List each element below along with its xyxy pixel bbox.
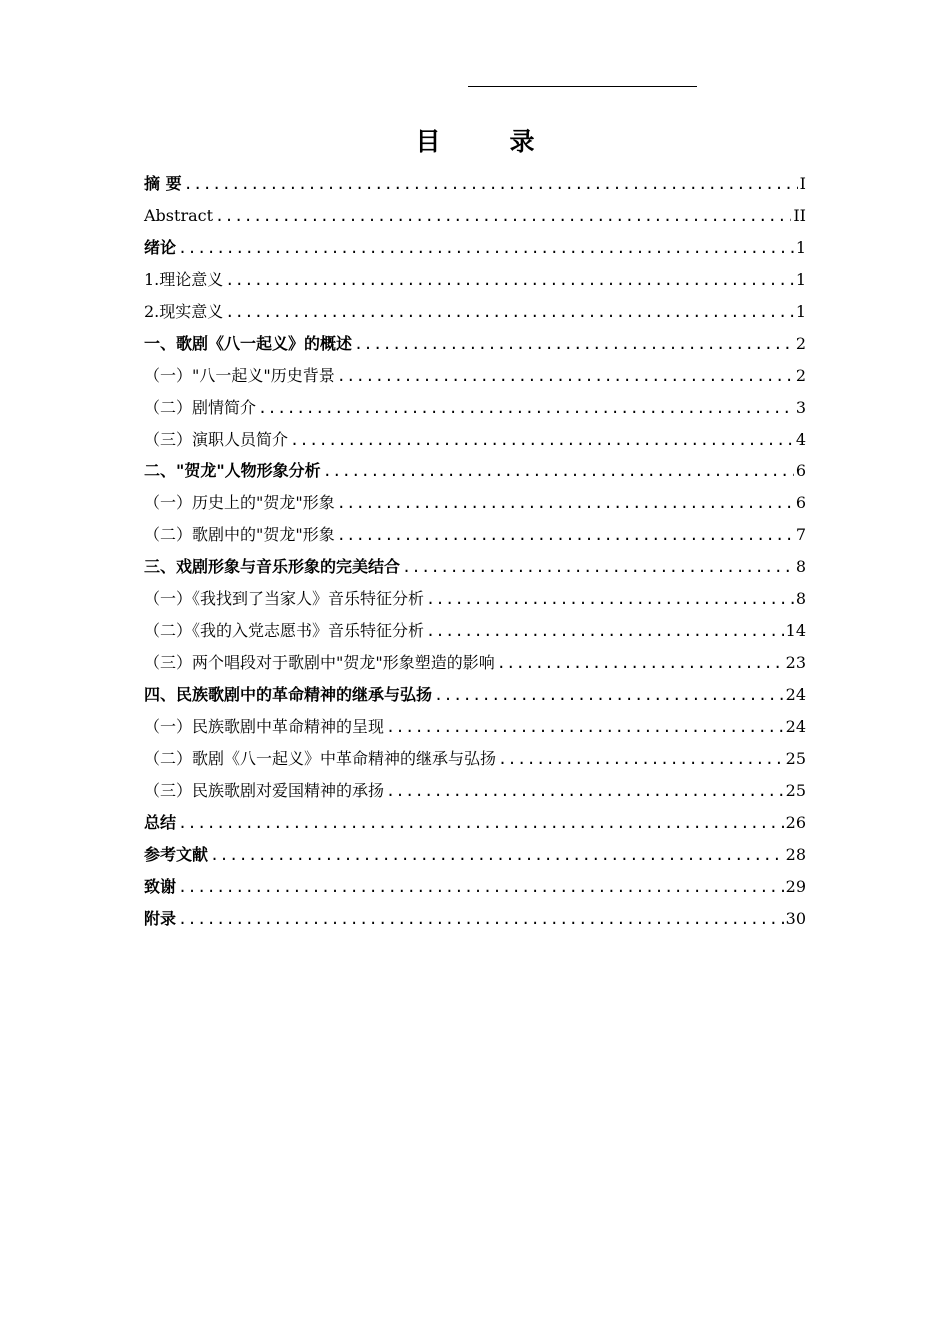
toc-page-number: 29	[785, 876, 806, 896]
toc-page-number: 24	[785, 716, 806, 736]
toc-dot-leader	[337, 361, 794, 393]
toc-entry[interactable]	[144, 296, 806, 328]
toc-dot-leader	[290, 425, 794, 457]
toc-page-number: 25	[785, 780, 806, 800]
toc-entry[interactable]	[144, 583, 806, 615]
toc-entry-title: 四、民族歌剧中的革命精神的继承与弘扬	[144, 685, 433, 704]
toc-entry[interactable]	[144, 615, 806, 647]
toc-entry[interactable]	[144, 519, 806, 551]
toc-dot-leader	[354, 329, 794, 361]
toc-page-number: 6	[795, 493, 806, 513]
toc-entry[interactable]	[144, 232, 806, 264]
toc-entry[interactable]	[144, 871, 806, 903]
toc-entry-title: Abstract	[144, 205, 214, 225]
toc-entry[interactable]	[144, 647, 806, 679]
toc-dot-leader	[210, 840, 784, 872]
toc-entry-title: （二）歌剧《八一起义》中革命精神的继承与弘扬	[144, 748, 497, 768]
toc-dot-leader	[225, 265, 794, 297]
toc-dot-leader	[184, 169, 798, 201]
toc-entry-title: （一）民族歌剧中革命精神的呈现	[144, 716, 385, 736]
toc-entry[interactable]	[144, 679, 806, 711]
toc-entry-title: 总结	[144, 812, 177, 832]
table-of-contents	[144, 168, 806, 935]
toc-entry[interactable]	[144, 200, 806, 232]
toc-entry-title: （一）历史上的"贺龙"形象	[144, 493, 335, 513]
toc-entry[interactable]	[144, 168, 806, 200]
toc-entry[interactable]	[144, 264, 806, 296]
toc-entry-title: 摘 要	[144, 174, 182, 193]
toc-entry[interactable]	[144, 775, 806, 807]
toc-entry[interactable]	[144, 743, 806, 775]
toc-entry-title: （一）"八一起义"历史背景	[144, 365, 335, 385]
toc-page-number: 30	[785, 908, 806, 928]
toc-page-number: 7	[795, 525, 806, 545]
toc-page-number: 1	[795, 301, 806, 321]
toc-entry-title: 三、戏剧形象与音乐形象的完美结合	[144, 557, 401, 577]
toc-entry-title: （二）剧情简介	[144, 397, 257, 417]
toc-entry[interactable]	[144, 903, 806, 935]
toc-dot-leader	[434, 680, 784, 712]
toc-page-number: 2	[795, 333, 806, 353]
toc-entry[interactable]	[144, 328, 806, 360]
toc-page-number: 1	[795, 237, 806, 257]
toc-page-number: 3	[795, 397, 806, 417]
toc-entry-title: （二）《我的入党志愿书》音乐特征分析	[144, 621, 425, 641]
toc-page-number: 4	[795, 429, 806, 449]
toc-page-number: 26	[785, 812, 806, 832]
toc-dot-leader	[426, 584, 794, 616]
toc-page-number: 1	[795, 269, 806, 289]
toc-entry-title: 致谢	[144, 876, 177, 896]
toc-dot-leader	[178, 233, 794, 265]
toc-entry-title: （三）两个唱段对于歌剧中"贺龙"形象塑造的影响	[144, 653, 495, 673]
toc-page-number: 28	[785, 844, 806, 864]
page-title: 目 录	[415, 127, 557, 156]
toc-page-number: 6	[795, 461, 806, 481]
toc-entry-title: 一、歌剧《八一起义》的概述	[144, 333, 353, 353]
toc-entry[interactable]	[144, 424, 806, 456]
toc-page-number: I	[799, 174, 806, 193]
toc-page-number: 23	[785, 653, 806, 673]
toc-entry[interactable]	[144, 360, 806, 392]
toc-entry[interactable]	[144, 839, 806, 871]
toc-entry-title: 绪论	[144, 237, 177, 257]
toc-dot-leader	[386, 712, 784, 744]
toc-dot-leader	[426, 616, 784, 648]
toc-dot-leader	[386, 776, 784, 808]
toc-entry-title: 附录	[144, 908, 177, 928]
toc-dot-leader	[225, 297, 794, 329]
toc-entry-title: 参考文献	[144, 844, 209, 864]
toc-dot-leader	[323, 456, 794, 488]
toc-entry-title: 2.现实意义	[144, 301, 224, 321]
toc-dot-leader	[497, 648, 784, 680]
toc-entry[interactable]	[144, 455, 806, 487]
toc-entry[interactable]	[144, 711, 806, 743]
toc-page-number: 8	[795, 589, 806, 609]
toc-dot-leader	[258, 393, 794, 425]
toc-entry[interactable]	[144, 487, 806, 519]
toc-page-number: 25	[785, 748, 806, 768]
toc-entry[interactable]	[144, 807, 806, 839]
toc-entry-title: （三）演职人员简介	[144, 429, 289, 449]
toc-dot-leader	[215, 201, 791, 233]
toc-page-number: 2	[795, 365, 806, 385]
toc-page-number: 14	[785, 621, 806, 641]
toc-entry-title: （二）歌剧中的"贺龙"形象	[144, 525, 335, 545]
toc-entry-title: （三）民族歌剧对爱国精神的承扬	[144, 780, 385, 800]
toc-page-number: II	[793, 205, 806, 225]
toc-dot-leader	[178, 872, 784, 904]
toc-entry-title: 二、"贺龙"人物形象分析	[144, 461, 321, 481]
toc-page-number: 24	[785, 685, 806, 704]
toc-entry[interactable]	[144, 392, 806, 424]
header-rule	[468, 86, 697, 87]
toc-dot-leader	[178, 904, 784, 936]
toc-dot-leader	[178, 808, 784, 840]
toc-entry[interactable]	[144, 551, 806, 583]
toc-page-number: 8	[795, 557, 806, 577]
toc-dot-leader	[498, 744, 784, 776]
toc-entry-title: 1.理论意义	[144, 269, 224, 289]
toc-dot-leader	[337, 488, 794, 520]
toc-entry-title: （一）《我找到了当家人》音乐特征分析	[144, 589, 425, 609]
toc-dot-leader	[337, 520, 794, 552]
toc-dot-leader	[402, 552, 794, 584]
